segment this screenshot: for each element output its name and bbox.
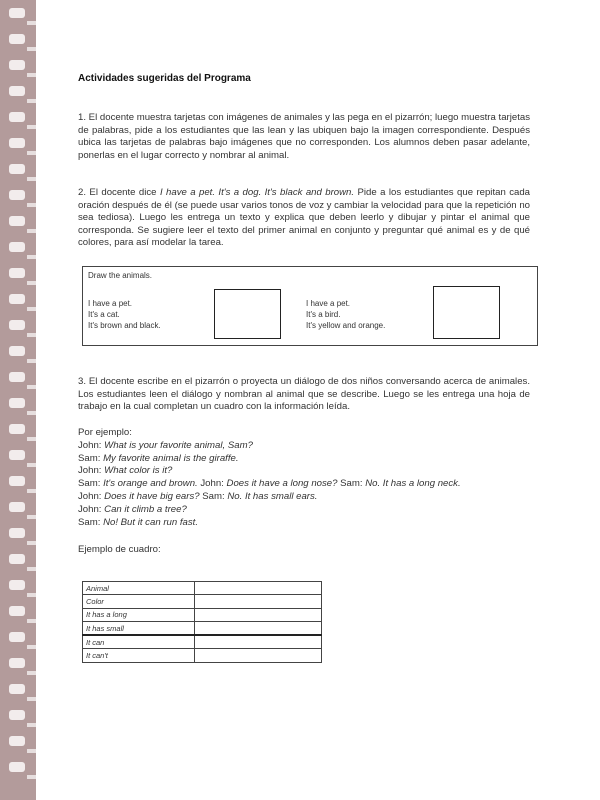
table-row-label: It can <box>83 635 195 649</box>
table-answer-cell[interactable] <box>195 608 322 621</box>
draw-animals-intro: Draw the animals. <box>88 271 153 280</box>
table-answer-cell[interactable] <box>195 621 322 635</box>
table-row-label: It has a long <box>83 608 195 621</box>
table-row <box>83 649 322 662</box>
table-example-label: Ejemplo de cuadro: <box>78 544 161 555</box>
animal-1-text <box>88 298 161 331</box>
dialogue-line-3: John: What color is it? <box>78 465 173 477</box>
page-title: Actividades sugeridas del Programa <box>78 73 251 84</box>
table-row-label: It has small <box>83 621 195 635</box>
activity-2-text-b: Pide a los estudiantes que repitan cada oración después de él (se puede usar varios tonos de voz y cambiar la velocidad para que la repetición no sea tediosa). Luego les entrega un texto y explica que deben leerlo y dibujar y pintar el animal que corresponda. Se sugiere leer el texto del primer animal en conjunto y preguntar qué animal es y de qué colores, para así modelar la tarea. <box>78 187 530 249</box>
draw-animals-box <box>82 266 538 346</box>
activity-2-paragraph <box>78 187 530 250</box>
activity-2-text-a: 2. El docente dice <box>78 187 160 198</box>
table-row <box>83 621 322 635</box>
dialogue-line-7: Sam: No! But it can run fast. <box>78 516 198 528</box>
dialogue-line-1: John: What is your favorite animal, Sam? <box>78 439 253 451</box>
dialogue-line-5: John: Does it have big ears? Sam: No. It has small ears. <box>78 490 318 502</box>
example-heading: Por ejemplo: <box>78 427 132 438</box>
activity-3-paragraph: 3. El docente escribe en el pizarrón o proyecta un diálogo de dos niños conversando acerca de animales. Los estudiantes leen el diálogo y nombran al animal que se describe. Luego se les entrega una hoja de trabajo en la cual completan un cuadro con la información leída. <box>78 376 530 413</box>
animal-1-drawing-frame[interactable] <box>214 289 281 339</box>
table-row-label: It can't <box>83 649 195 662</box>
table-row <box>83 582 322 595</box>
table-answer-cell[interactable] <box>195 595 322 608</box>
table-row <box>83 595 322 608</box>
table-row <box>83 635 322 649</box>
notebook-strip <box>0 0 36 800</box>
dialogue-line-4: Sam: It's orange and brown. John: Does it have a long nose? Sam: No. It has a long neck. <box>78 478 461 490</box>
activity-1-paragraph: 1. El docente muestra tarjetas con imágenes de animales y las pega en el pizarrón; luego muestra tarjetas de palabras, pide a los estudiantes que las lean y las ubiquen bajo la imagen correspondiente. Después ubica las tarjetas de palabras bajo imágenes que no corresponden. Los alumnos deben pasar adelante, ponerlas en el lugar correcto y nombrar al animal. <box>78 112 530 161</box>
animal-info-table <box>82 581 322 663</box>
table-answer-cell[interactable] <box>195 649 322 662</box>
animal-1-line-1: I have a pet. <box>88 299 133 308</box>
animal-1-line-2: It's a cat. <box>88 310 120 319</box>
dialogue-line-6: John: Can it climb a tree? <box>78 503 187 515</box>
animal-2-text <box>306 298 385 331</box>
animal-1-line-3: It's brown and black. <box>88 321 161 330</box>
dialogue-example <box>78 427 461 529</box>
table-row-label: Color <box>83 595 195 608</box>
activity-2-quote: I have a pet. It's a dog. It's black and brown. <box>159 187 355 198</box>
animal-2-drawing-frame[interactable] <box>433 286 500 339</box>
table-row-label: Animal <box>83 582 195 595</box>
dialogue-line-2: Sam: My favorite animal is the giraffe. <box>78 452 239 464</box>
table-answer-cell[interactable] <box>195 582 322 595</box>
animal-2-line-2: It's a bird. <box>306 310 341 319</box>
animal-2-line-1: I have a pet. <box>306 299 351 308</box>
table-row <box>83 608 322 621</box>
table-answer-cell[interactable] <box>195 635 322 649</box>
animal-2-line-3: It's yellow and orange. <box>306 321 386 330</box>
